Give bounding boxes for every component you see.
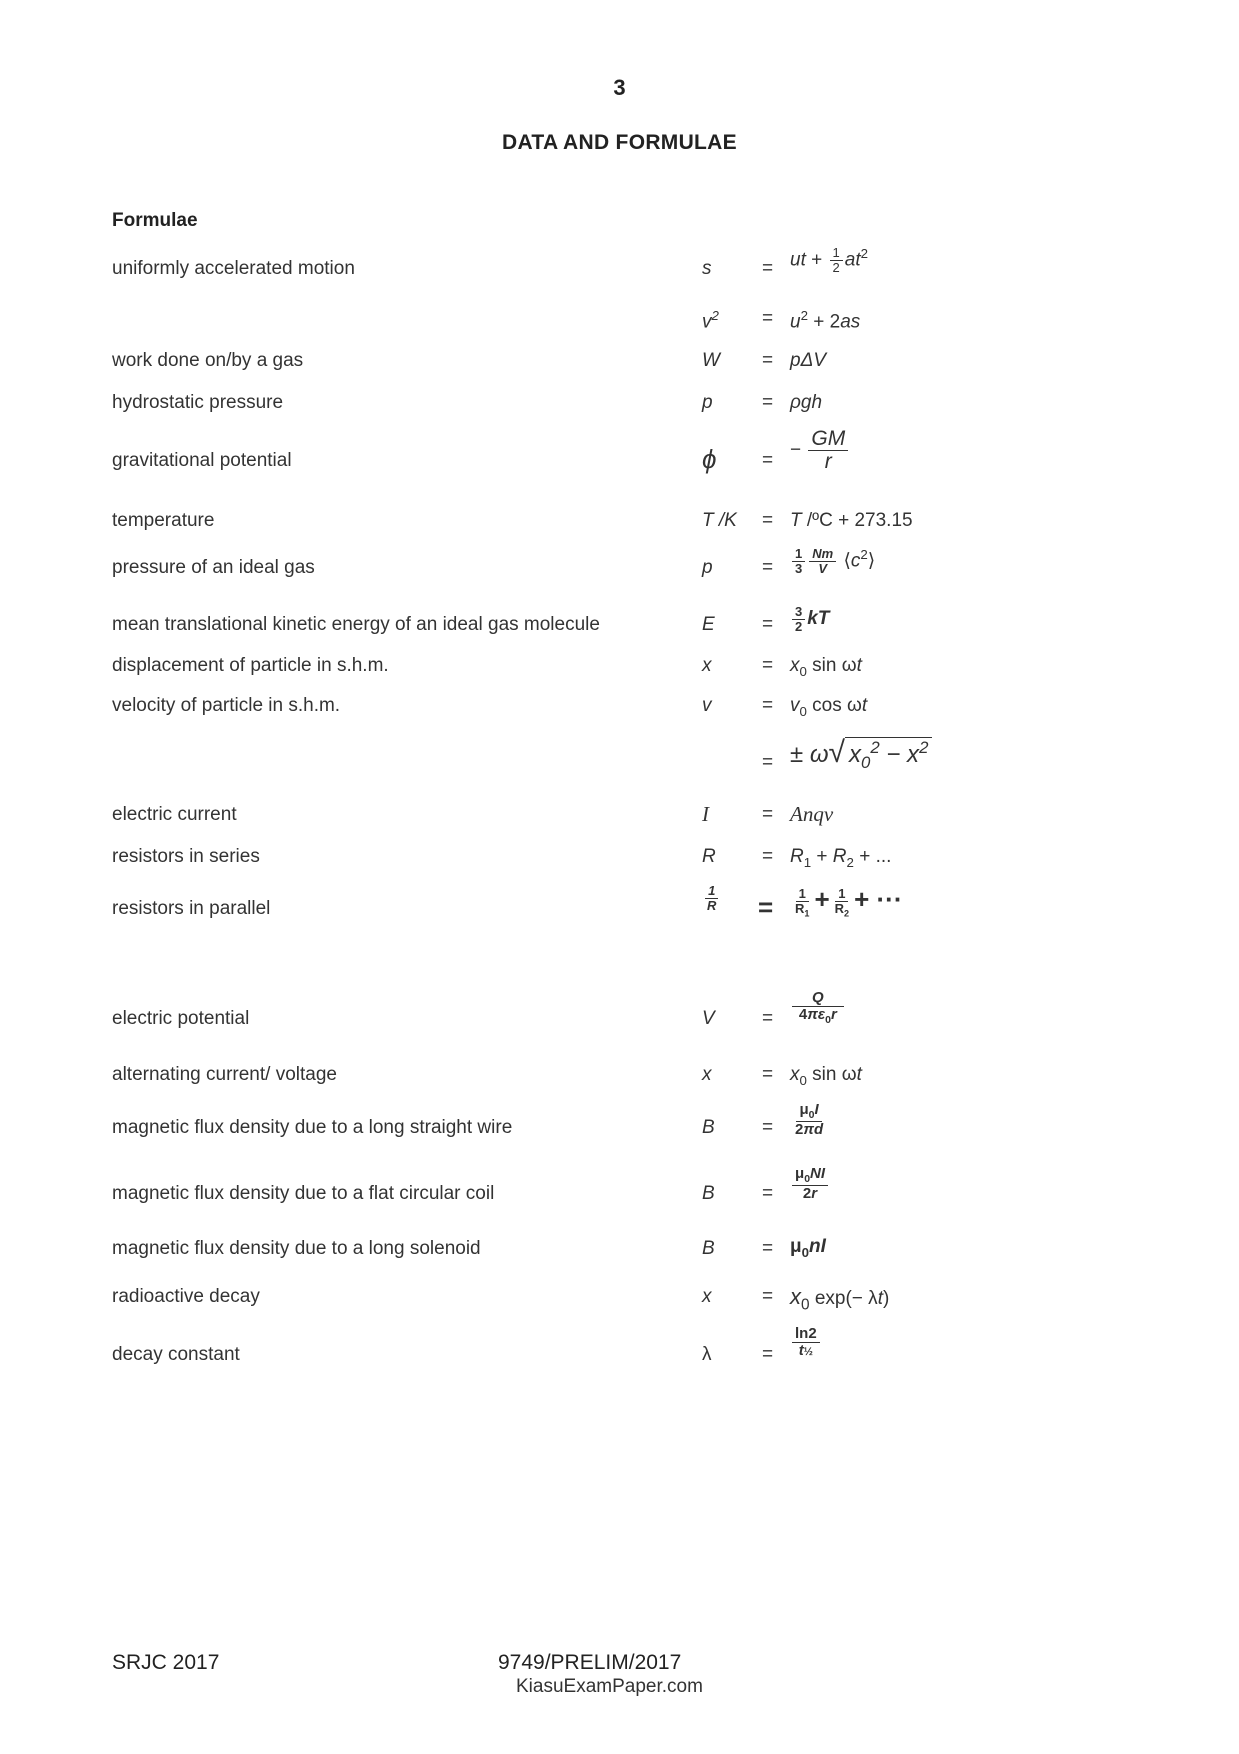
formula-label: radioactive decay <box>112 1286 260 1307</box>
formula-symbol: V <box>702 1008 715 1029</box>
formula-label: uniformly accelerated motion <box>112 258 355 279</box>
formula-expression: Anqv <box>790 802 834 826</box>
formula-symbol: λ <box>702 1344 712 1365</box>
formula-expression: $\frac{1}{R_1}$ + $\frac{1}{R_2}$ + ··· <box>795 884 903 919</box>
formula-label: magnetic flux density due to a long straight wire <box>112 1117 513 1138</box>
formula-symbol: ϕ <box>702 444 717 474</box>
formula-label: velocity of particle in s.h.m. <box>112 695 341 716</box>
footer-school: SRJC 2017 <box>112 1651 220 1674</box>
formula-expression: $x_0$ exp(− λt) <box>790 1284 890 1314</box>
formula-symbol: $v^2$ <box>702 308 719 333</box>
equals-sign: = <box>762 510 774 531</box>
formula-symbol: x <box>702 655 712 676</box>
equals-sign: = <box>762 258 774 279</box>
equals-sign: = <box>762 450 774 471</box>
formula-expression: $\frac{3}{2}$ kT <box>790 605 829 633</box>
equals-sign: = <box>762 655 774 676</box>
formula-expression: $x_0$ sin ωt <box>790 655 862 679</box>
formula-symbol: p <box>702 557 713 578</box>
formula-label: hydrostatic pressure <box>112 392 284 413</box>
formula-symbol: R <box>702 846 716 867</box>
equals-sign: = <box>762 695 774 716</box>
formula-symbol: B <box>702 1117 715 1138</box>
formula-symbol: E <box>702 614 715 635</box>
formula-expression: $v_0$ cos ωt <box>790 695 868 719</box>
formula-expression: $R_1 + R_2$ + ... <box>790 846 892 870</box>
footer-watermark: KiasuExamPaper.com <box>516 1676 703 1697</box>
equals-sign: = <box>762 1064 774 1085</box>
formula-label: work done on/by a gas <box>112 350 304 371</box>
formula-expression: $\frac{\mu_0NI}{2r}$ <box>790 1166 830 1202</box>
equals-sign: = <box>762 350 774 371</box>
page-number: 3 <box>613 75 626 100</box>
formula-symbol: $\frac{1}{R}$ <box>707 883 717 913</box>
formula-expression: − $\frac{GM}{r}$ <box>790 428 850 473</box>
formula-label: alternating current/ voltage <box>112 1064 337 1085</box>
formula-symbol: x <box>702 1286 712 1307</box>
equals-sign: = <box>762 1238 774 1259</box>
footer-paper-code: 9749/PRELIM/2017 <box>498 1651 682 1674</box>
formula-symbol: p <box>702 392 713 413</box>
formula-symbol: I <box>702 802 709 826</box>
page-title: DATA AND FORMULAE <box>502 131 737 154</box>
equals-sign: = <box>762 1344 774 1365</box>
section-heading: Formulae <box>112 210 198 231</box>
formula-label: magnetic flux density due to a long solenoid <box>112 1238 481 1259</box>
formula-expression: T /ºC + 273.15 <box>790 510 913 531</box>
formula-label: temperature <box>112 510 215 531</box>
equals-sign: = <box>762 1008 774 1029</box>
formula-expression: ρgh <box>790 392 823 413</box>
equals-sign: = <box>762 1117 774 1138</box>
equals-sign: = <box>762 804 774 825</box>
formula-symbol: s <box>702 258 712 279</box>
equals-sign: = <box>762 557 774 578</box>
formula-label: resistors in series <box>112 846 260 867</box>
formula-label: magnetic flux density due to a flat circular coil <box>112 1183 495 1204</box>
equals-sign: = <box>762 1183 774 1204</box>
formula-expression: ± ω√ $x_0^2 - x^2$ <box>790 736 932 773</box>
formula-label: electric current <box>112 804 237 825</box>
formula-label: resistors in parallel <box>112 898 271 919</box>
formula-expression: $\frac{1}{3}$ $\frac{Nm}{V}$ $⟨c^2⟩$ <box>790 547 875 575</box>
formula-expression: $\frac{\mu_0I}{2\pi d}$ <box>795 1101 824 1139</box>
formula-label: displacement of particle in s.h.m. <box>112 655 389 676</box>
equals-sign: = <box>762 752 774 773</box>
formula-symbol: B <box>702 1238 715 1259</box>
formula-symbol: T /K <box>702 510 737 531</box>
formula-symbol: W <box>702 350 720 371</box>
formula-label: decay constant <box>112 1344 240 1365</box>
formula-expression: $\frac{Q}{4\pi\varepsilon_0r}$ <box>790 990 846 1026</box>
formula-expression: pΔV <box>790 350 826 371</box>
formula-expression: $u^2 + 2as$ <box>790 308 861 333</box>
formula-symbol: B <box>702 1183 715 1204</box>
formula-symbol: v <box>702 695 712 716</box>
equals-sign: = <box>758 892 774 922</box>
equals-sign: = <box>762 308 774 329</box>
formula-expression: ut + $\frac{1}{2}$ $at^2$ <box>790 245 869 275</box>
formula-label: pressure of an ideal gas <box>112 557 315 578</box>
formula-label: gravitational potential <box>112 450 292 471</box>
formula-label: mean translational kinetic energy of an ideal gas molecule <box>112 614 600 635</box>
equals-sign: = <box>762 392 774 413</box>
formula-symbol: x <box>702 1064 712 1085</box>
equals-sign: = <box>762 1286 774 1307</box>
formula-expression: $x_0$ sin ωt <box>790 1064 862 1088</box>
equals-sign: = <box>762 614 774 635</box>
equals-sign: = <box>762 846 774 867</box>
formula-label: electric potential <box>112 1008 250 1029</box>
formula-expression: $\mu_0nI$ <box>790 1236 826 1260</box>
formula-expression: $\frac{\ln 2}{\text{t½}}$ <box>790 1326 822 1359</box>
